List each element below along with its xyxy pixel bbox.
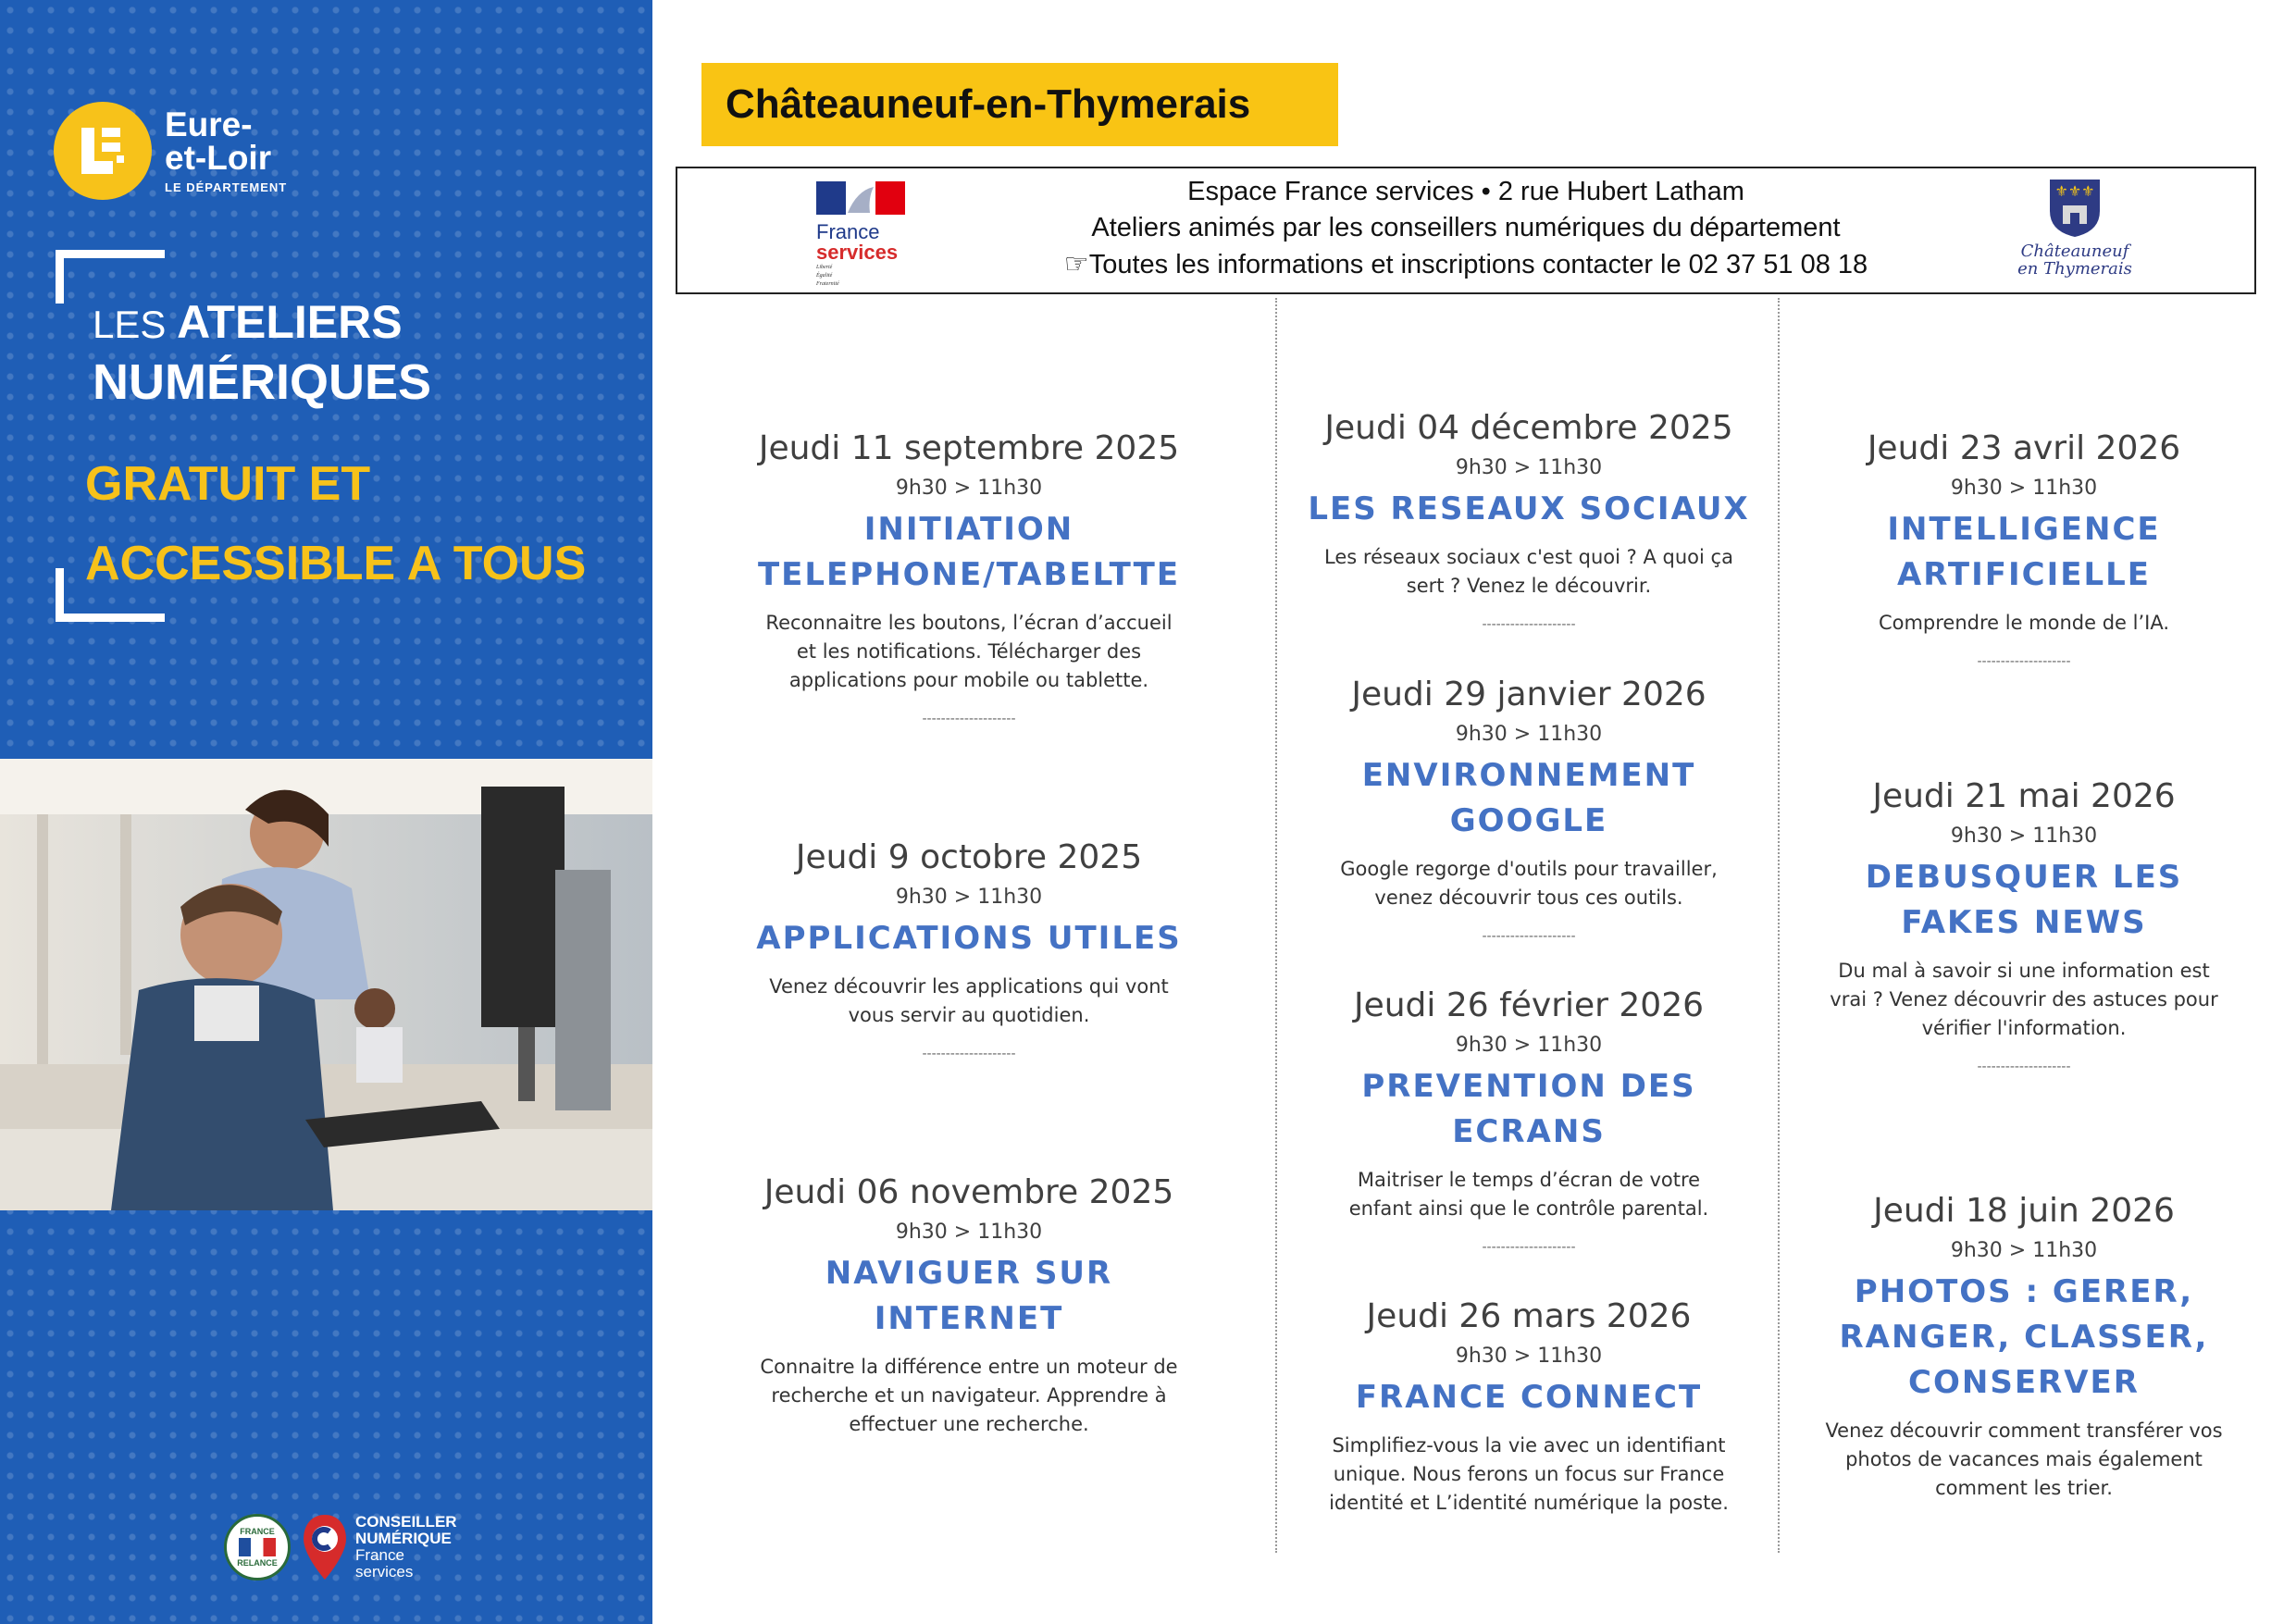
event-description — [1802, 609, 2246, 638]
office-photo — [0, 759, 652, 1210]
event-separator: -------------------- — [1482, 617, 1576, 632]
event-card — [1279, 407, 1779, 632]
event-time: 9h30 > 11h30 — [1455, 1034, 1603, 1057]
event-description-line: effectuer une recherche. — [849, 1413, 1089, 1435]
event-description-line: unique. Nous ferons un focus sur France — [1333, 1463, 1725, 1485]
event-title: NAVIGUER SUR — [825, 1255, 1113, 1292]
info-animators: Ateliers animés par les conseillers numériques du département — [1091, 213, 1841, 242]
event-card — [710, 1172, 1228, 1439]
event-description-line: comment les trier. — [1935, 1477, 2113, 1499]
event-description-line: photos de vacances mais également — [1845, 1448, 2203, 1470]
event-time: 9h30 > 11h30 — [895, 1221, 1043, 1244]
cn-line2: NUMÉRIQUE — [355, 1530, 452, 1547]
event-description-line: enfant ainsi que le contrôle parental. — [1348, 1197, 1709, 1220]
event-time: 9h30 > 11h30 — [1950, 1239, 2098, 1262]
event-description-line: vrai ? Venez découvrir des astuces pour — [1830, 988, 2218, 1010]
event-title: LES RESEAUX SOCIAUX — [1308, 490, 1750, 527]
column-divider-1 — [1275, 298, 1277, 1553]
event-title: DEBUSQUER LES — [1865, 859, 2183, 896]
event-description — [1279, 1166, 1779, 1223]
event-time: 9h30 > 11h30 — [1950, 477, 2098, 500]
event-description-line: Du mal à savoir si une information est — [1838, 960, 2210, 982]
free-line1: GRATUIT ET — [85, 457, 371, 511]
event-date: Jeudi 21 mai 2026 — [1872, 777, 2176, 815]
conseiller-numerique-text — [355, 1514, 457, 1581]
event-card — [1802, 775, 2246, 1074]
event-title: ENVIRONNEMENT — [1361, 757, 1696, 794]
event-description-line: Simplifiez-vous la vie avec un identifiant — [1332, 1434, 1726, 1457]
coat-of-arms-icon — [2046, 176, 2104, 239]
event-description-line: Google regorge d'outils pour travailler, — [1340, 858, 1718, 880]
event-card — [1279, 985, 1779, 1255]
event-title: INTELLIGENCE — [1887, 511, 2161, 548]
event-title: RANGER, CLASSER, — [1839, 1319, 2209, 1356]
partner-logos — [224, 1513, 457, 1581]
chateauneuf-town-logo — [2010, 176, 2140, 291]
event-date: Jeudi 29 janvier 2026 — [1351, 676, 1706, 713]
cn-line1: CONSEILLER — [355, 1513, 457, 1531]
fs-motto1: Liberté — [816, 265, 833, 270]
hero-ateliers: ATELIERS — [177, 296, 403, 348]
cn-line4: services — [355, 1563, 414, 1581]
info-address: Espace France services • 2 rue Hubert Latham — [1187, 177, 1744, 206]
event-card — [1279, 674, 1779, 944]
event-description — [1279, 543, 1779, 601]
left-panel — [0, 0, 652, 1624]
info-contact: Toutes les informations et inscriptions contacter le 02 37 51 08 18 — [1088, 250, 1868, 279]
event-description-line: applications pour mobile ou tablette. — [788, 669, 1149, 691]
event-date: Jeudi 06 novembre 2025 — [763, 1173, 1174, 1211]
event-description — [710, 973, 1228, 1030]
brand-subtitle: LE DÉPARTEMENT — [165, 180, 288, 194]
event-description-line: Maitriser le temps d’écran de votre — [1357, 1169, 1701, 1191]
event-description-line: Venez découvrir comment transférer vos — [1825, 1419, 2223, 1442]
event-title: INTERNET — [874, 1300, 1064, 1337]
event-time: 9h30 > 11h30 — [895, 886, 1043, 909]
hero-numeriques: NUMÉRIQUES — [93, 354, 432, 410]
event-description-line: Connaitre la différence entre un moteur de — [760, 1356, 1178, 1378]
event-date: Jeudi 9 octobre 2025 — [795, 838, 1143, 876]
brand-name-line1: Eure- — [165, 105, 253, 143]
fs-word1: France — [816, 220, 880, 243]
event-description — [710, 1353, 1228, 1439]
town-name-line2: en Thymerais — [2017, 259, 2132, 279]
relance-bottom: RELANCE — [237, 1558, 278, 1568]
event-date: Jeudi 23 avril 2026 — [1867, 429, 2181, 467]
event-title: ARTIFICIELLE — [1896, 556, 2152, 593]
event-title: PHOTOS : GERER, — [1854, 1273, 2194, 1310]
event-description-line: identité et L’identité numérique la poste. — [1329, 1492, 1729, 1514]
event-description-line: Reconnaitre les boutons, l’écran d’accueil — [765, 612, 1173, 634]
event-separator: -------------------- — [1977, 654, 2071, 669]
fs-word2: services — [816, 241, 899, 264]
event-card — [1802, 428, 2246, 669]
hero-les: LES — [93, 303, 178, 346]
fs-motto2: Égalité — [816, 273, 833, 279]
event-description-line: et les notifications. Télécharger des — [796, 640, 1142, 663]
brand-name-line2: et-Loir — [165, 138, 272, 177]
event-description-line: vérifier l'information. — [1921, 1017, 2127, 1039]
event-description — [1802, 1417, 2246, 1503]
event-time: 9h30 > 11h30 — [1455, 723, 1603, 746]
event-card — [1802, 1190, 2246, 1503]
event-description-line: Les réseaux sociaux c'est quoi ? A quoi ça — [1324, 546, 1733, 568]
event-separator: -------------------- — [1482, 929, 1576, 944]
event-title: ECRANS — [1452, 1113, 1606, 1150]
event-description-line: venez découvrir tous ces outils. — [1374, 886, 1683, 909]
event-card — [710, 837, 1228, 1061]
event-date: Jeudi 18 juin 2026 — [1873, 1192, 2175, 1230]
event-separator: -------------------- — [922, 712, 1016, 726]
free-line2: ACCESSIBLE A TOUS — [85, 537, 587, 590]
event-title: INITIATION — [863, 511, 1074, 548]
event-description-line: recherche et un navigateur. Apprendre à — [771, 1384, 1167, 1407]
event-title: FAKES NEWS — [1901, 904, 2147, 941]
fs-motto3: Fraternité — [816, 281, 839, 287]
event-separator: -------------------- — [922, 1047, 1016, 1061]
conseiller-numerique-pin-icon — [302, 1513, 348, 1581]
france-relance-badge — [224, 1514, 291, 1581]
event-time: 9h30 > 11h30 — [1455, 1345, 1603, 1368]
event-description — [1802, 957, 2246, 1043]
event-description-line: sert ? Venez le découvrir. — [1406, 575, 1652, 597]
relance-top: FRANCE — [240, 1527, 275, 1536]
location-banner — [701, 63, 1338, 146]
event-title: GOOGLE — [1449, 802, 1608, 839]
location-title: Châteauneuf-en-Thymerais — [726, 81, 1251, 127]
eure-et-loir-emblem-icon — [54, 102, 152, 200]
event-description-line: Comprendre le monde de l’IA. — [1878, 612, 2170, 634]
event-date: Jeudi 04 décembre 2025 — [1324, 409, 1733, 447]
event-date: Jeudi 26 mars 2026 — [1366, 1297, 1692, 1335]
event-card — [710, 428, 1228, 726]
svg-text:⚜⚜⚜: ⚜⚜⚜ — [2054, 182, 2095, 200]
town-name-line1: Châteauneuf — [2020, 242, 2129, 261]
event-title: CONSERVER — [1908, 1364, 2140, 1401]
event-title: TELEPHONE/TABELTTE — [757, 556, 1181, 593]
info-box — [676, 167, 2256, 294]
event-separator: -------------------- — [1482, 1240, 1576, 1255]
event-title: APPLICATIONS UTILES — [756, 920, 1182, 957]
event-description — [710, 609, 1228, 695]
event-description-line: vous servir au quotidien. — [848, 1004, 1090, 1026]
event-time: 9h30 > 11h30 — [1950, 824, 2098, 848]
bracket-bottom-decoration — [56, 568, 165, 622]
cn-line3: France — [355, 1546, 404, 1564]
event-separator: -------------------- — [1977, 1060, 2071, 1074]
event-description-line: Venez découvrir les applications qui vont — [769, 975, 1169, 998]
event-date: Jeudi 26 février 2026 — [1353, 986, 1705, 1024]
event-time: 9h30 > 11h30 — [895, 477, 1043, 500]
event-description — [1279, 1432, 1779, 1518]
event-date: Jeudi 11 septembre 2025 — [758, 429, 1180, 467]
pointing-hand-icon: ☞ — [1063, 249, 1089, 279]
eure-et-loir-logo — [54, 102, 304, 200]
event-card — [1279, 1295, 1779, 1518]
event-time: 9h30 > 11h30 — [1455, 456, 1603, 479]
event-description — [1279, 855, 1779, 912]
event-title: PREVENTION DES — [1361, 1068, 1696, 1105]
event-title: FRANCE CONNECT — [1355, 1379, 1703, 1416]
hero-title — [93, 294, 431, 412]
